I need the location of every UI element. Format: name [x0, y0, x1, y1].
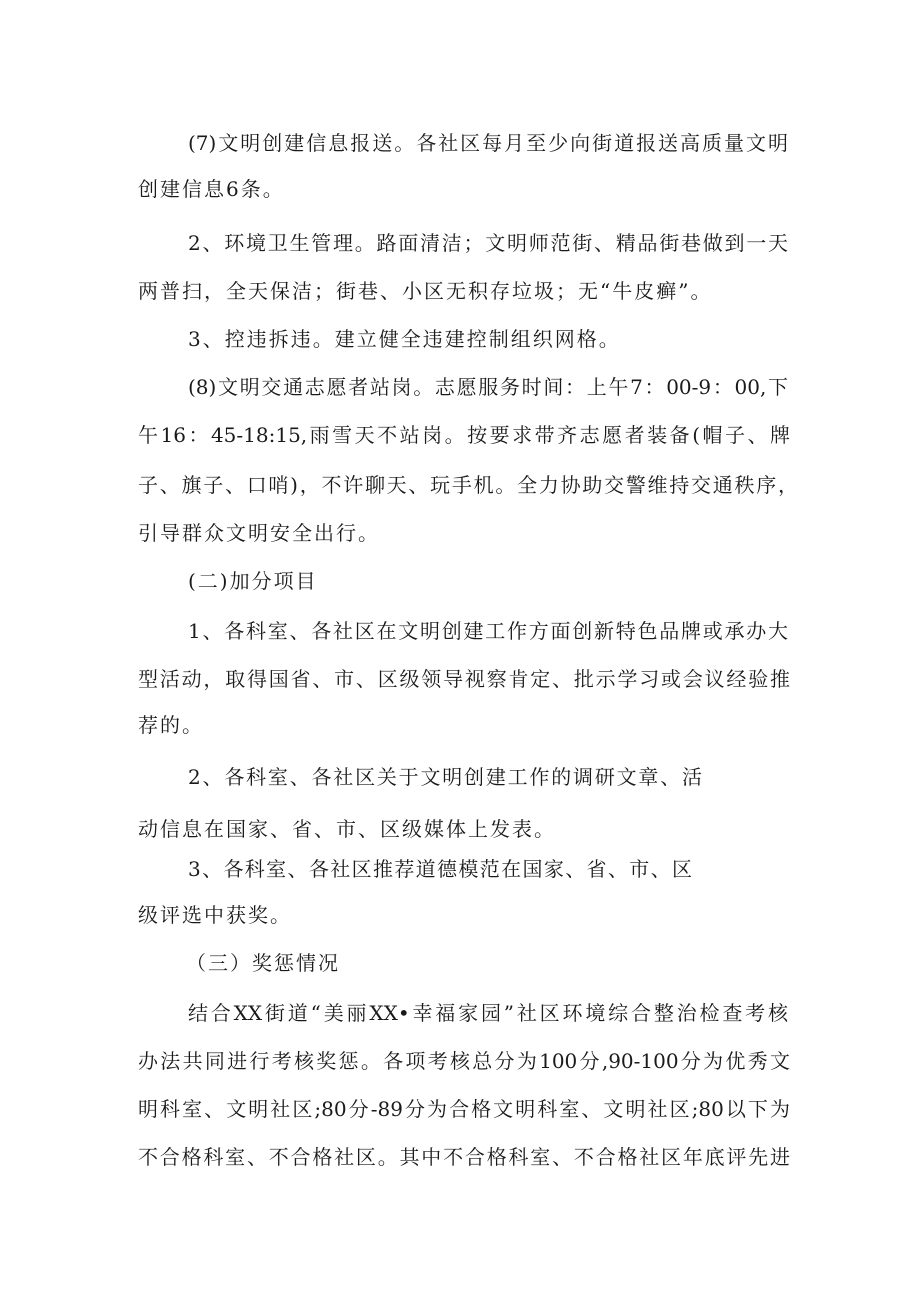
text-line: 2、各科室、各社区关于文明创建工作的调研文章、活	[188, 765, 702, 789]
section-heading: （三）奖惩情况	[186, 951, 340, 975]
text-line: 1、各科室、各社区在文明创建工作方面创新特色品牌或承办大	[188, 619, 788, 643]
text-line: 型活动，取得国省、市、区级领导视察肯定、批示学习或会议经验推	[138, 667, 790, 691]
text-line: 办法共同进行考核奖惩。各项考核总分为100分,90-100分为优秀文	[138, 1049, 790, 1073]
text-line: 午16：45-18:15,雨雪天不站岗。按要求带齐志愿者装备(帽子、牌	[138, 423, 790, 447]
text-line: 两普扫，全天保洁；街巷、小区无积存垃圾；无“牛皮癣”。	[138, 279, 713, 303]
text-line: 子、旗子、口哨)，不许聊天、玩手机。全力协助交警维持交通秩序，	[138, 473, 798, 497]
text-line: 2、环境卫生管理。路面清洁；文明师范街、精品街巷做到一天	[188, 231, 788, 255]
text-line: 荐的。	[138, 713, 204, 737]
text-line: 动信息在国家、省、市、区级媒体上发表。	[138, 817, 556, 841]
text-line: (7)文明创建信息报送。各社区每月至少向街道报送高质量文明	[188, 131, 788, 155]
text-line: 级评选中获奖。	[138, 903, 292, 927]
section-heading: (二)加分项目	[188, 569, 318, 593]
text-line: 明科室、文明社区;80分-89分为合格文明科室、文明社区;80以下为	[138, 1097, 790, 1121]
text-line: 创建信息6条。	[138, 177, 285, 201]
text-line: 3、控违拆违。建立健全违建控制组织网格。	[188, 327, 621, 351]
text-line: 结合XX街道“美丽XX•幸福家园”社区环境综合整治检查考核	[188, 1001, 788, 1025]
text-line: (8)文明交通志愿者站岗。志愿服务时间：上午7：00-9：00,下	[188, 375, 788, 399]
text-line: 3、各科室、各社区推荐道德模范在国家、省、市、区	[188, 857, 692, 881]
text-line: 引导群众文明安全出行。	[138, 521, 380, 545]
text-line: 不合格科室、不合格社区。其中不合格科室、不合格社区年底评先进	[138, 1145, 790, 1169]
